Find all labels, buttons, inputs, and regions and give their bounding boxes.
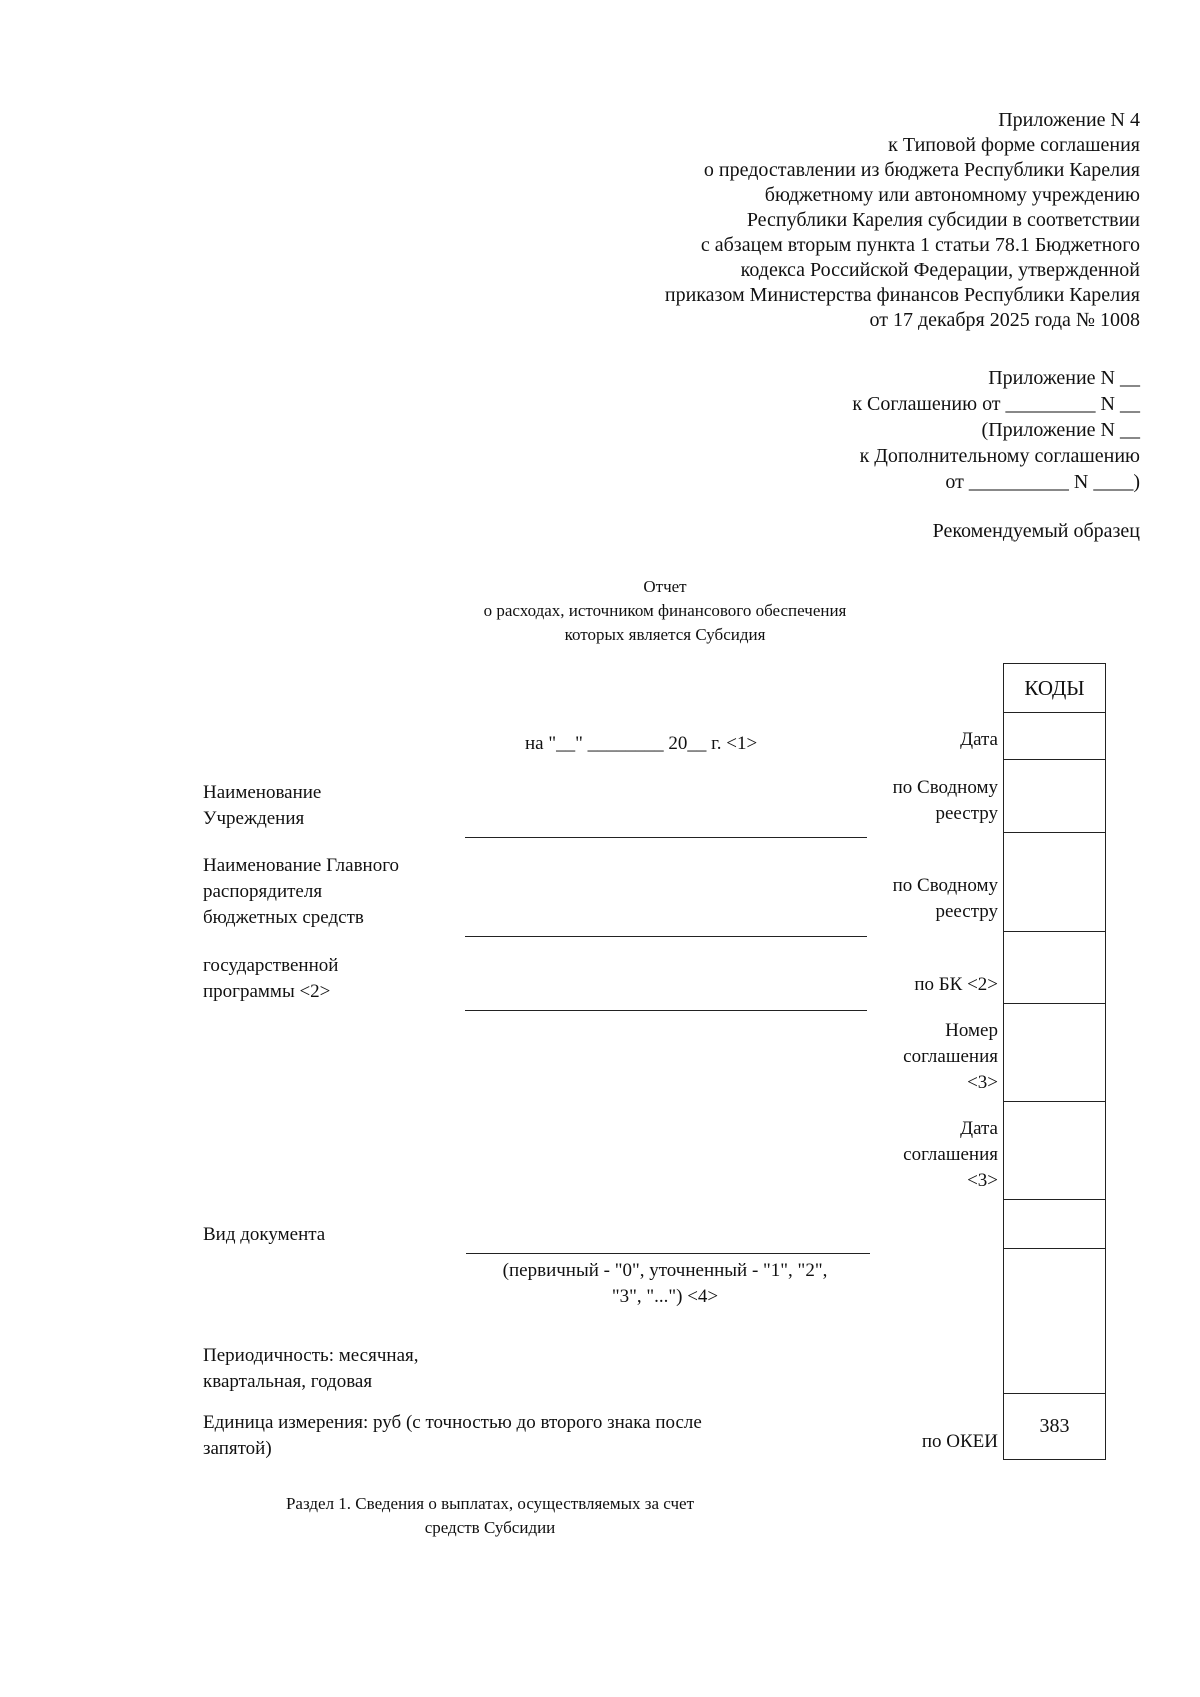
agreement-number-label-line: Номер [945, 1020, 998, 1041]
periodicity-label-line: квартальная, годовая [203, 1371, 373, 1392]
main-manager-label-line: распорядителя [203, 881, 323, 902]
appendix-header [500, 108, 1140, 333]
doc-type-field[interactable] [466, 1253, 870, 1254]
agreement-number-label [903, 1018, 998, 1096]
institution-field[interactable] [465, 837, 867, 838]
report-title [440, 575, 890, 647]
agreement-date-label-line: соглашения [903, 1144, 998, 1165]
periodicity-label [203, 1343, 419, 1395]
header-line: бюджетному или автономному учреждению [764, 184, 1140, 206]
agreement-line: к Соглашению от _________ N __ [852, 393, 1140, 415]
doc-type-label: Вид документа [203, 1224, 326, 1245]
main-manager-label [203, 853, 399, 931]
institution-label [203, 780, 321, 832]
agreement-line: к Дополнительному соглашению [859, 445, 1140, 467]
recommended-sample-label: Рекомендуемый образец [932, 520, 1140, 542]
codes-header: КОДЫ [1004, 664, 1105, 713]
unit-label-line: Единица измерения: руб (с точностью до второго знака после [203, 1412, 702, 1433]
agreement-date-label-line: Дата [960, 1118, 998, 1139]
section-title-line: средств Субсидии [424, 1518, 556, 1537]
okei-code: 383 [1039, 1415, 1070, 1437]
agreement-number-label-line: соглашения [903, 1046, 998, 1067]
registry-label-line: по Сводному [892, 777, 998, 798]
header-line: к Типовой форме соглашения [888, 134, 1140, 156]
codes-divider [1004, 1101, 1105, 1102]
doc-type-note-line: (первичный - "0", уточненный - "1", "2", [502, 1260, 828, 1281]
registry-label-line: реестру [935, 901, 998, 922]
title-line-1: Отчет [643, 577, 687, 596]
main-manager-label-line: бюджетных средств [203, 907, 364, 928]
main-manager-label-line: Наименование Главного [203, 855, 400, 876]
unit-label [203, 1410, 702, 1462]
section-title-line: Раздел 1. Сведения о выплатах, осуществляемых за счет [285, 1494, 695, 1513]
report-date-line: на "__" ________ 20__ г. <1> [525, 733, 758, 754]
header-line: с абзацем вторым пункта 1 статьи 78.1 Бюджетного [700, 234, 1140, 256]
periodicity-label-line: Периодичность: месячная, [203, 1345, 419, 1366]
doc-type-note-line: "3", "...") <4> [611, 1286, 719, 1307]
codes-divider [1004, 1199, 1105, 1200]
header-line: кодекса Российской Федерации, утвержденной [740, 259, 1140, 281]
header-line: Республики Карелия субсидии в соответствии [746, 209, 1140, 231]
institution-label-line: Наименование [203, 782, 322, 803]
state-program-label-line: программы <2> [203, 981, 331, 1002]
header-line: Приложение N 4 [998, 109, 1140, 131]
title-line-2: о расходах, источником финансового обеспечения [483, 601, 847, 620]
registry-code-label-1 [893, 775, 998, 827]
agreement-date-label-line: <3> [967, 1170, 998, 1191]
okei-label: по ОКЕИ [921, 1431, 998, 1452]
header-line: от 17 декабря 2025 года № 1008 [869, 309, 1140, 331]
header-line: о предоставлении из бюджета Республики Карелия [703, 159, 1140, 181]
state-program-label [203, 953, 338, 1005]
agreement-line: (Приложение N __ [981, 419, 1140, 441]
section-title [230, 1492, 750, 1540]
agreement-number-label-line: <3> [967, 1072, 998, 1093]
agreement-line: от __________ N ____) [945, 471, 1140, 493]
state-program-label-line: государственной [203, 955, 339, 976]
main-manager-field[interactable] [465, 936, 867, 937]
unit-label-line: запятой) [203, 1438, 272, 1459]
registry-code-label-2 [893, 873, 998, 925]
date-code-label: Дата [960, 729, 998, 750]
state-program-field[interactable] [465, 1010, 867, 1011]
codes-divider [1004, 1248, 1105, 1249]
header-line: приказом Министерства финансов Республики Карелия [664, 284, 1140, 306]
codes-table [1003, 663, 1106, 1460]
registry-label-line: по Сводному [892, 875, 998, 896]
institution-label-line: Учреждения [203, 808, 305, 829]
codes-divider [1004, 931, 1105, 932]
codes-divider [1004, 759, 1105, 760]
agreement-line: Приложение N __ [988, 367, 1140, 389]
codes-divider [1004, 1003, 1105, 1004]
agreement-date-label [903, 1116, 998, 1194]
bk-code-label: по БК <2> [914, 974, 998, 995]
codes-divider [1004, 832, 1105, 833]
doc-type-note [455, 1258, 875, 1310]
agreement-reference [660, 365, 1140, 495]
title-line-3: которых является Субсидия [564, 625, 766, 644]
registry-label-line: реестру [935, 803, 998, 824]
